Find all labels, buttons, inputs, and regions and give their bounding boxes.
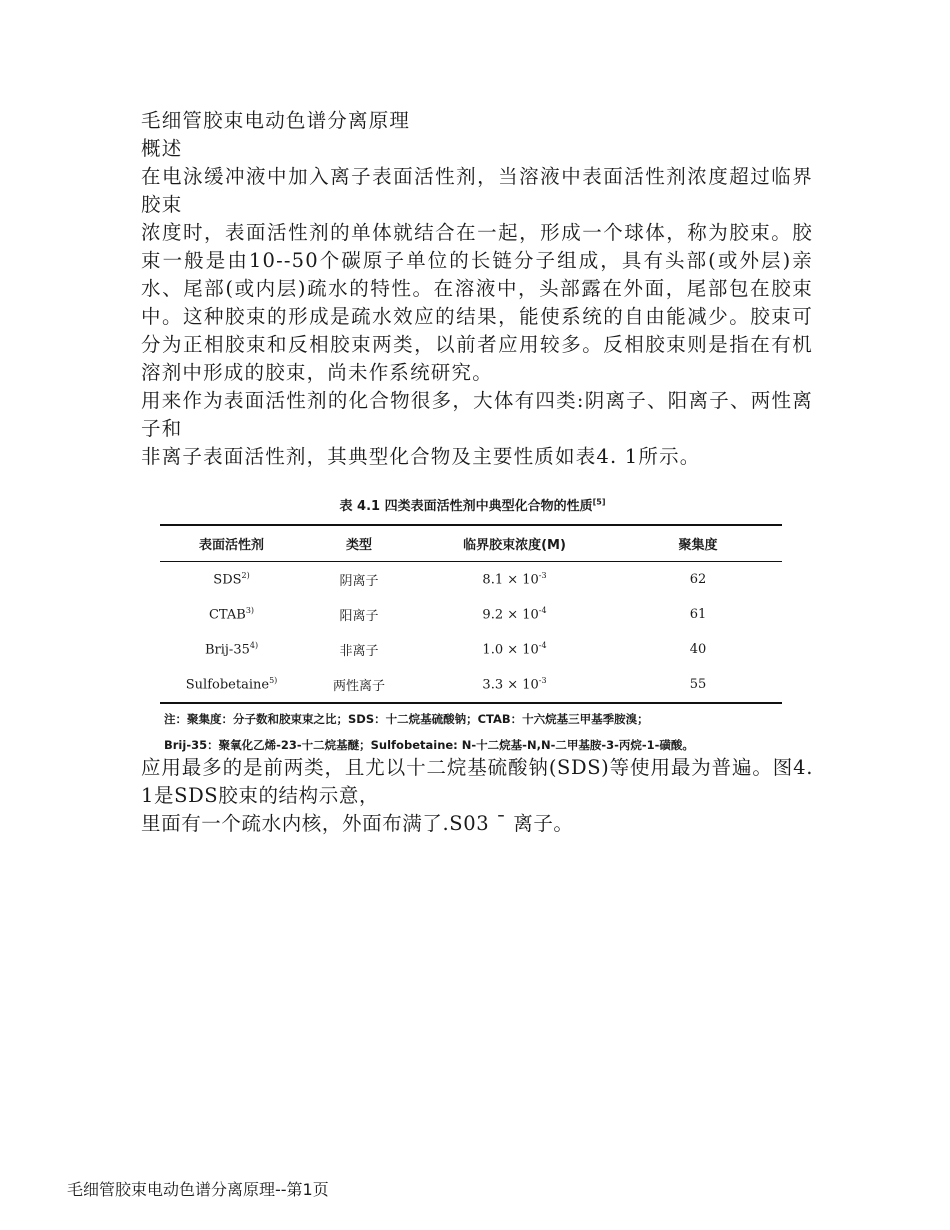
document-title: 毛细管胶束电动色谱分离原理	[141, 109, 411, 132]
table-header-row	[160, 525, 782, 562]
table-caption-ref: [5]	[592, 497, 606, 507]
paragraph-1: 在电泳缓冲液中加入离子表面活性剂，当溶液中表面活性剂浓度超过临界胶束	[141, 165, 813, 216]
cmc-exponent: -4	[538, 641, 547, 651]
header-cmc: 临界胶束浓度(M)	[415, 525, 614, 562]
surfactant-name: Sulfobetaine	[185, 677, 270, 693]
cell-aggregation: 61	[689, 607, 707, 622]
surfactant-ref: 2)	[241, 571, 250, 581]
cmc-mantissa: 1.0 × 10	[482, 642, 539, 658]
cmc-exponent: -4	[538, 606, 547, 616]
cell-surfactant	[160, 667, 303, 703]
table-row	[160, 597, 782, 632]
cell-surfactant	[160, 597, 303, 632]
table-note-2: Brij-35：聚氧化乙烯-23-十二烷基醚；Sulfobetaine: N-十二烷基-N,N-二甲基胺-3-丙烷-1-磺酸。	[164, 738, 694, 752]
paragraph-2: 浓度时，表面活性剂的单体就结合在一起，形成一个球体，称为胶束。胶束一般是由10--50个碳原子单位的长链分子组成，具有头部(或外层)亲水、尾部(或内层)疏水的特性。在溶液中，头部露在外面，尾部包在胶束中。这种胶束的形成是疏水效应的结果，能使系统的自由能减少。胶束可分为正相胶束和反相胶束两类，以前者应用较多。反相胶束则是指在有机溶剂中形成的胶束，尚未作系统研究。	[141, 221, 813, 384]
surfactant-table	[160, 524, 782, 704]
cell-cmc	[415, 597, 614, 632]
header-type: 类型	[303, 525, 415, 562]
cell-cmc	[415, 632, 614, 667]
table-note-1: 注：聚集度：分子数和胶束束之比；SDS：十二烷基硫酸钠；CTAB：十六烷基三甲基季胺溴；	[164, 712, 649, 726]
cell-type: 阴离子	[339, 574, 379, 589]
cell-aggregation: 55	[614, 667, 782, 703]
table-caption-text: 表 4.1 四类表面活性剂中典型化合物的性质	[339, 499, 593, 514]
cell-aggregation: 62	[689, 572, 707, 587]
surfactant-ref: 3)	[245, 606, 255, 616]
after-table-text-block	[141, 754, 813, 838]
header-aggregation: 聚集度	[614, 525, 782, 562]
cmc-mantissa: 8.1 × 10	[482, 572, 539, 588]
cmc-mantissa: 3.3 × 10	[482, 677, 539, 693]
paragraph-6: 里面有一个疏水内核，外面布满了.S03 ¯ 离子。	[141, 812, 574, 835]
cell-cmc	[415, 667, 614, 703]
cell-type: 阳离子	[339, 609, 379, 624]
paragraph-5: 应用最多的是前两类，且尤以十二烷基硫酸钠(SDS)等使用最为普遍。图4. 1是SDS胶束的结构示意，	[141, 756, 813, 807]
cmc-mantissa: 9.2 × 10	[482, 607, 539, 623]
cell-type: 非离子	[339, 644, 379, 659]
cmc-exponent: -3	[538, 571, 547, 581]
surfactant-table-figure	[160, 495, 785, 756]
surfactant-ref: 5)	[269, 676, 278, 686]
surfactant-name: CTAB	[208, 607, 246, 623]
header-surfactant: 表面活性剂	[160, 525, 303, 562]
page-footer: 毛细管胶束电动色谱分离原理--第1页	[67, 1180, 329, 1199]
intro-text-block	[141, 107, 813, 471]
surfactant-ref: 4)	[249, 641, 259, 651]
cell-type: 两性离子	[303, 667, 415, 703]
surfactant-name: Brij-35	[204, 642, 250, 658]
cell-cmc	[415, 562, 614, 598]
table-row	[160, 667, 782, 703]
surfactant-name: SDS	[213, 572, 242, 588]
section-heading: 概述	[141, 137, 183, 160]
table-row	[160, 562, 782, 598]
cell-aggregation: 40	[689, 642, 707, 657]
cell-surfactant	[160, 562, 303, 598]
paragraph-4: 非离子表面活性剂，其典型化合物及主要性质如表4. 1所示。	[141, 445, 701, 468]
cmc-exponent: -3	[538, 676, 547, 686]
table-row	[160, 632, 782, 667]
paragraph-3: 用来作为表面活性剂的化合物很多，大体有四类:阴离子、阳离子、两性离子和	[141, 389, 813, 440]
table-caption	[160, 495, 785, 514]
cell-surfactant	[160, 632, 303, 667]
